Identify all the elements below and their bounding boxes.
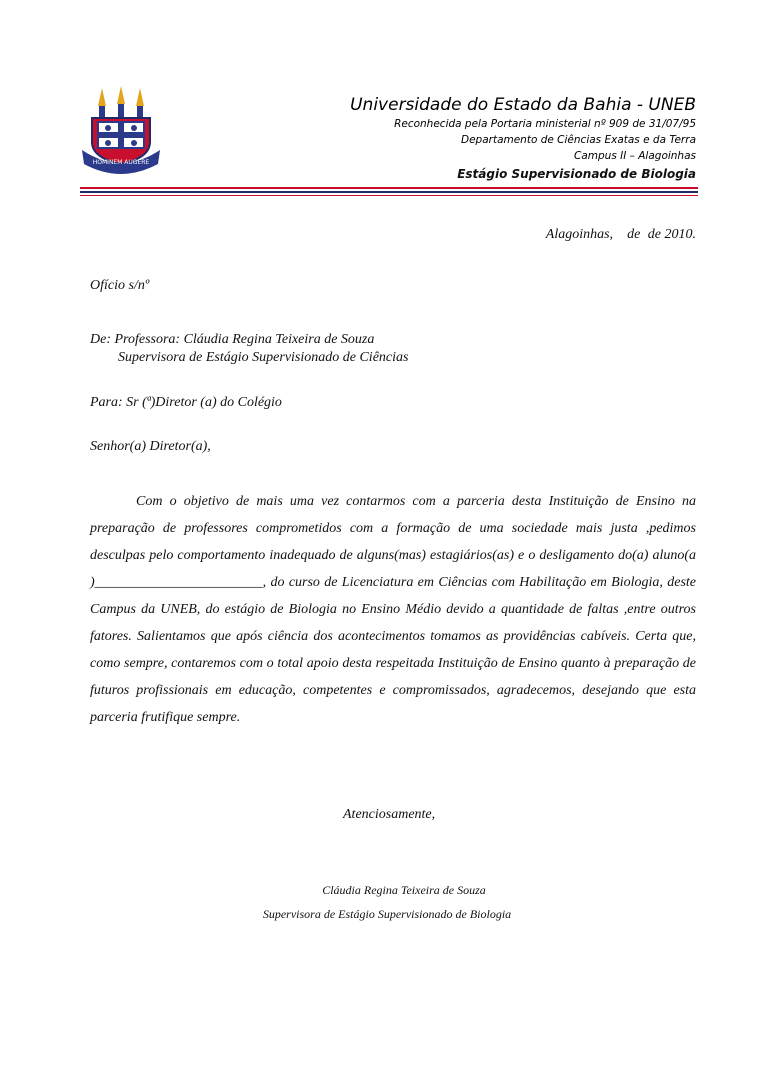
signature-role: Supervisora de Estágio Supervisionado de Biologia [262,907,512,921]
from-role: Supervisora de Estágio Supervisionado de Ciências [118,350,409,365]
date-year: de 2010. [647,227,696,242]
department-line: Departamento de Ciências Exatas e da Terra [460,134,696,146]
from-line: De: Professora: Cláudia Regina Teixeira de Souza [90,332,375,347]
recognition-line: Reconhecida pela Portaria ministerial nº 909 de 31/07/95 [394,118,696,130]
header-divider-red [80,187,698,189]
date-de: de [627,227,641,242]
date-city: Alagoinhas, [545,227,614,242]
torches-icon [98,86,144,118]
closing: Atenciosamente, [343,807,436,822]
to-line: Para: Sr (ª)Diretor (a) do Colégio [90,395,282,410]
logo-motto: HOMINEM AUGERE [92,159,150,166]
letter-date [546,225,696,245]
letterhead [350,94,696,183]
header-divider-navy [80,191,698,193]
program-line: Estágio Supervisionado de Biologia [457,167,696,181]
signature-name: Cláudia Regina Teixeira de Souza [322,883,486,897]
uneb-coat-of-arms-logo [80,84,162,176]
university-name: Universidade do Estado da Bahia - UNEB [350,95,696,115]
campus-line: Campus II – Alagoinhas [574,150,696,162]
oficio-number: Ofício s/nº [90,278,150,293]
header-divider-red-thin [80,195,698,196]
letter-body: Com o objetivo de mais uma vez contarmos com a parceria desta Instituição de Ensino na preparação de professores comprometidos com a formação de uma sociedade mais justa ,pedimos desculpas pelo comportamento inadequado de alguns(mas) estagiários(as) e o desligamento do(a) aluno(a )________________________, do curso de Licenciatura em Ciências com Habilitação em Biologia, deste Campus da UNEB, do estágio de Biologia no Ensino Médio devido a quantidade de faltas ,entre outros fatores. Salientamos que após ciência dos acontecimentos tomamos as providências cabíveis. Certa que, como sempre, contaremos com o total apoio desta respeitada Instituição de Ensino quanto à preparação de futuros profissionais em educação, competentes e compromissados, agradecemos, desejando que esta parceria frutifique sempre. [90,494,696,725]
salutation: Senhor(a) Diretor(a), [90,439,211,454]
